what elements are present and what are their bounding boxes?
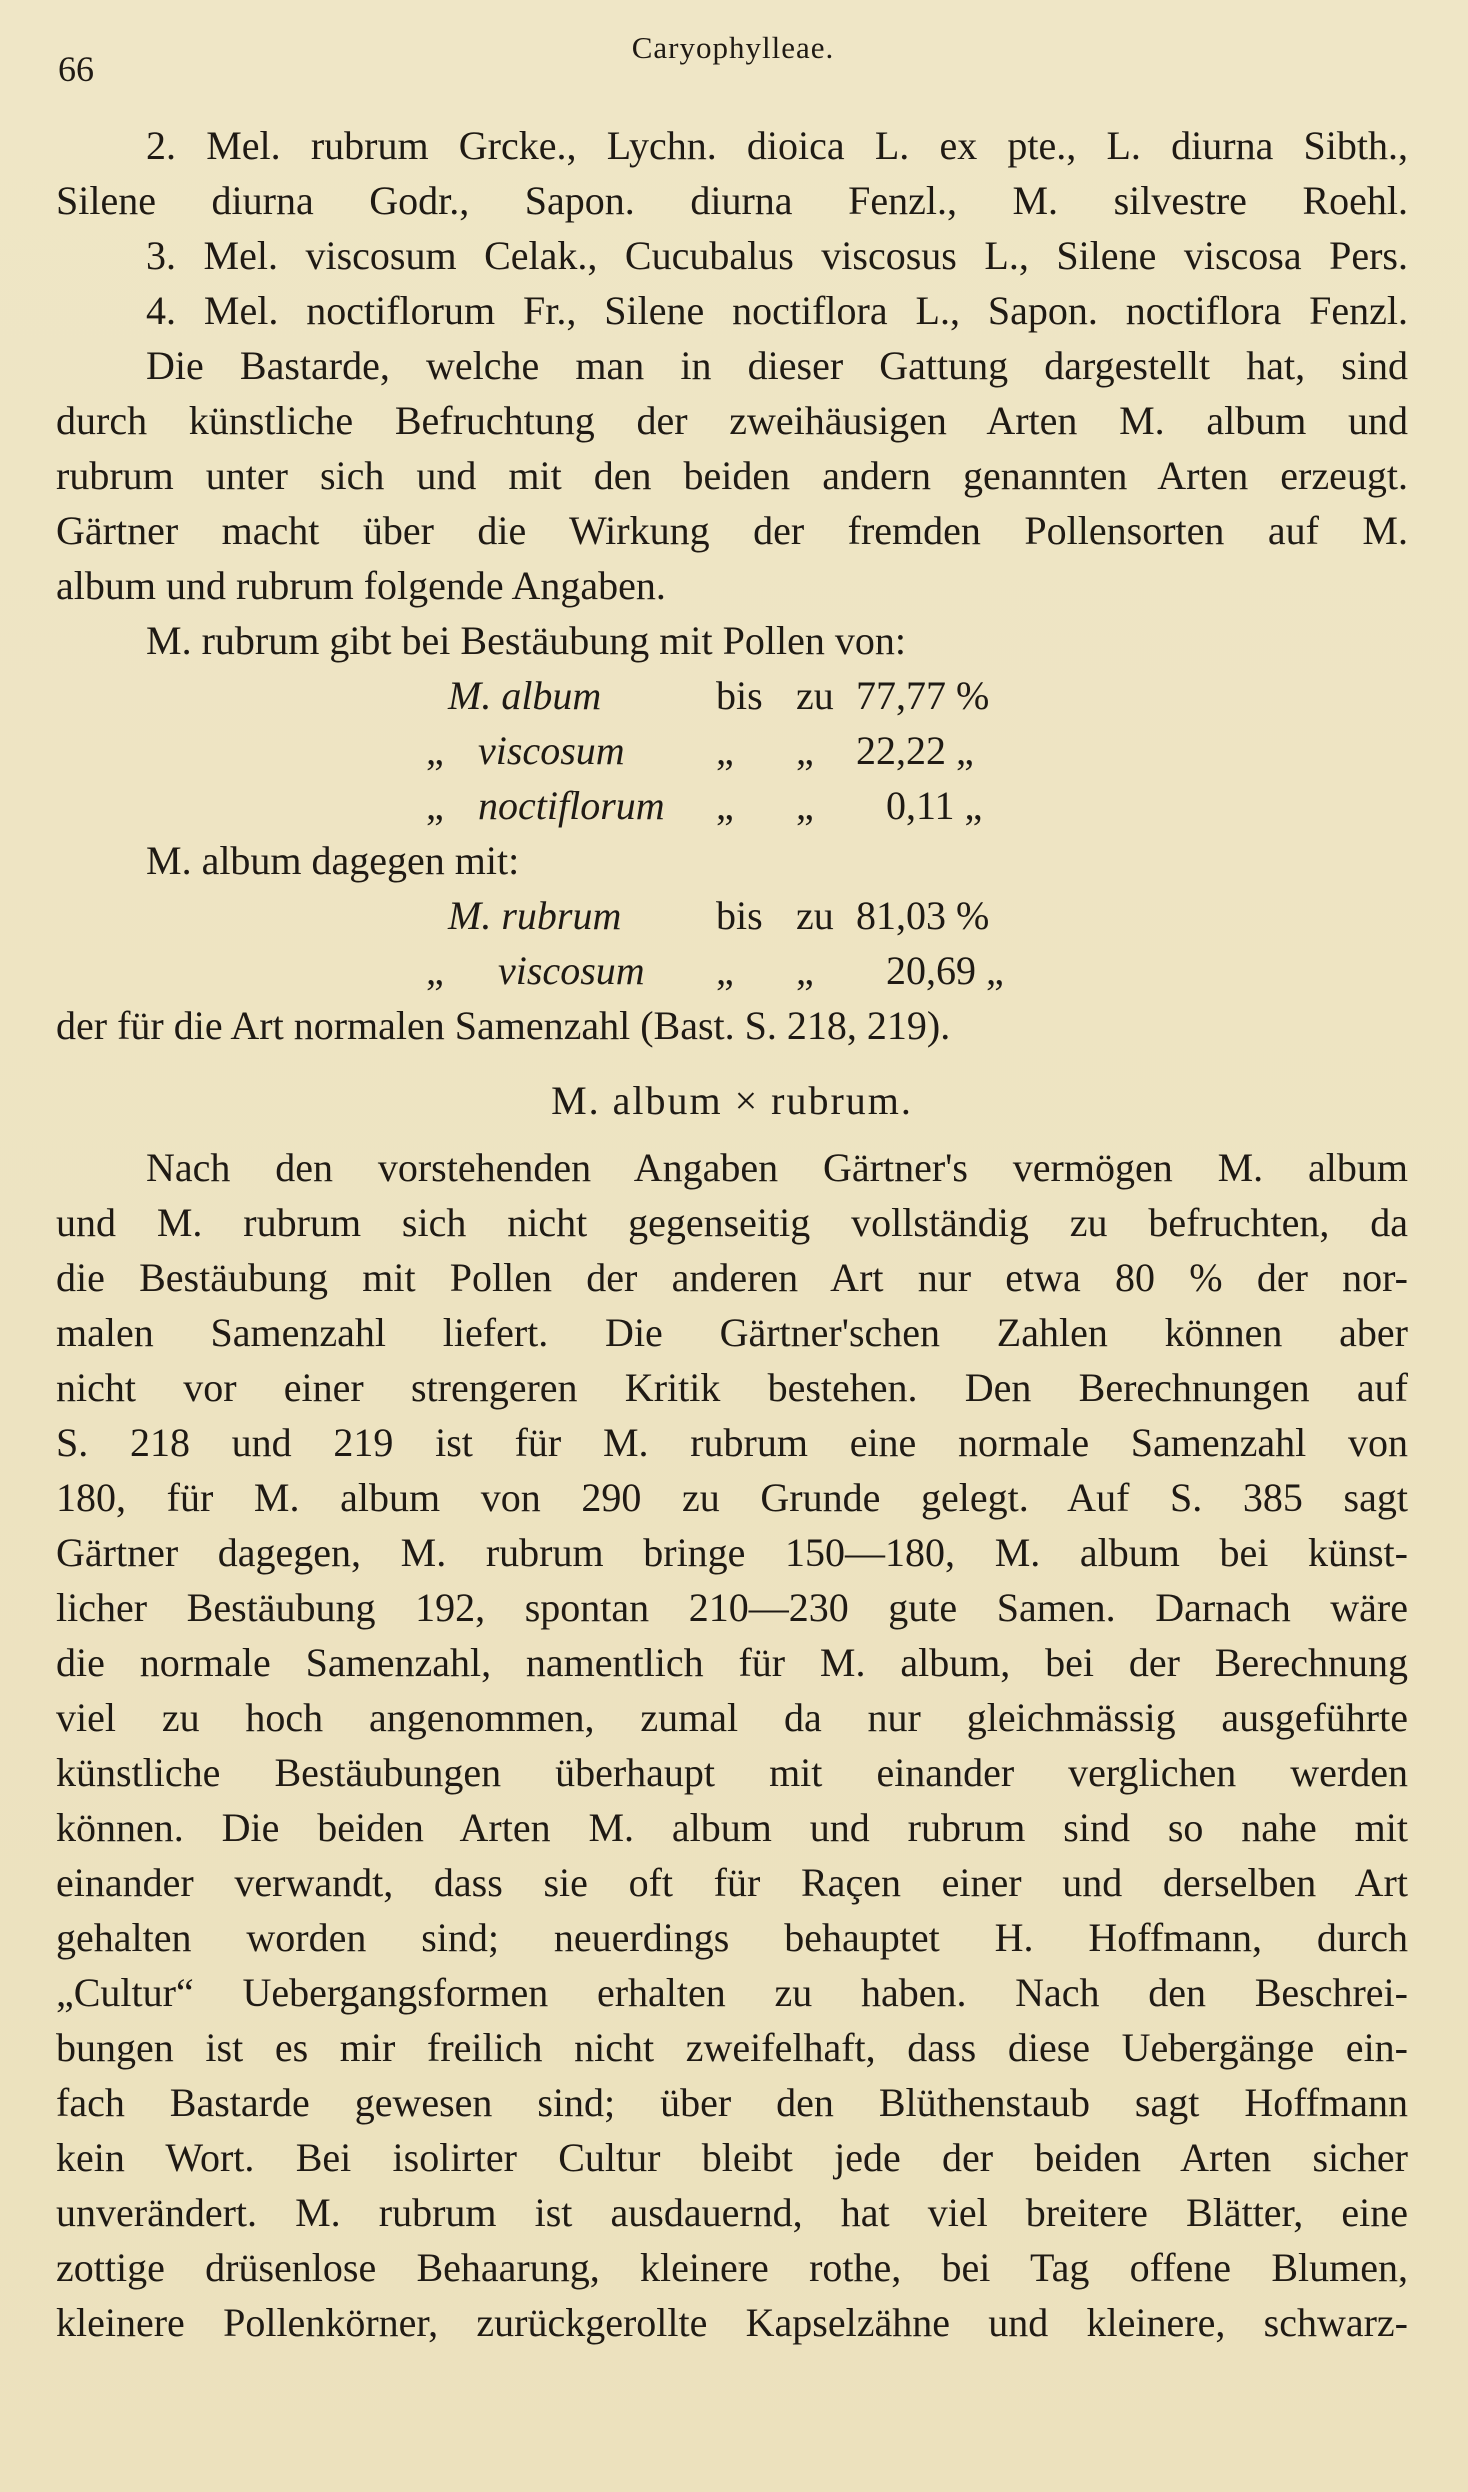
paragraph-line: bungen ist es mir freilich nicht zweifelhaft, dass diese Uebergänge ein- [56, 2025, 1408, 2070]
paragraph-line: fach Bastarde gewesen sind; über den Blüthenstaub sagt Hoffmann [56, 2080, 1408, 2125]
paragraph-line: und M. rubrum sich nicht gegenseitig vollständig zu befruchten, da [56, 1200, 1408, 1245]
paragraph-line: Gärtner macht über die Wirkung der fremden Pollensorten auf M. [56, 508, 1408, 553]
paragraph-line: Gärtner dagegen, M. rubrum bringe 150—180, M. album bei künst- [56, 1530, 1408, 1575]
paragraph-line: „Cultur“ Uebergangsformen erhalten zu haben. Nach den Beschrei- [56, 1970, 1408, 2015]
table1-row-ditto: „ [426, 728, 444, 773]
paragraph-line: die Bestäubung mit Pollen der anderen Art nur etwa 80 % der nor- [56, 1255, 1408, 1300]
paragraph-line: licher Bestäubung 192, spontan 210—230 gute Samen. Darnach wäre [56, 1585, 1408, 1630]
paragraph-line: können. Die beiden Arten M. album und rubrum sind so nahe mit [56, 1805, 1408, 1850]
table1-intro: M. rubrum gibt bei Bestäubung mit Pollen von: [146, 618, 906, 663]
synonym-line-2: 2. Mel. rubrum Grcke., Lychn. dioica L. ex pte., L. diurna Sibth., [146, 123, 1408, 168]
table2-row [56, 888, 1408, 943]
paragraph-line: malen Samenzahl liefert. Die Gärtner'schen Zahlen können aber [56, 1310, 1408, 1355]
table2-row-name: viscosum [498, 948, 645, 993]
paragraph-line: durch künstliche Befruchtung der zweihäusigen Arten M. album und [56, 398, 1408, 443]
paragraph-line: einander verwandt, dass sie oft für Raçen einer und derselben Art [56, 1860, 1408, 1905]
paragraph-line: kein Wort. Bei isolirter Cultur bleibt jede der beiden Arten sicher [56, 2135, 1408, 2180]
paragraph-line: gehalten worden sind; neuerdings behauptet H. Hoffmann, durch [56, 1915, 1408, 1960]
paragraph-line: Die Bastarde, welche man in dieser Gattung dargestellt hat, sind [146, 343, 1408, 388]
table2-row [56, 943, 1408, 998]
table1-row-value: 77,77 % [856, 673, 990, 718]
table2-row-ditto: „ [716, 948, 734, 993]
paragraph-line: nicht vor einer strengeren Kritik bestehen. Den Berechnungen auf [56, 1365, 1408, 1410]
table1-row [56, 723, 1408, 778]
page-header [58, 30, 1408, 90]
synonym-line-2-cont: Silene diurna Godr., Sapon. diurna Fenzl., M. silvestre Roehl. [56, 178, 1408, 223]
paragraph-line: viel zu hoch angenommen, zumal da nur gleichmässig ausgeführte [56, 1695, 1408, 1740]
page-body [56, 118, 1408, 2350]
table1-row-ditto: „ [716, 783, 734, 828]
paragraph-line: künstliche Bestäubungen überhaupt mit einander verglichen werden [56, 1750, 1408, 1795]
synonym-line-3: 3. Mel. viscosum Celak., Cucubalus viscosus L., Silene viscosa Pers. [146, 233, 1408, 278]
table1-row-value: 22,22 „ [856, 728, 974, 773]
running-title: Caryophylleae. [631, 30, 835, 65]
table1-row-zu: zu [796, 673, 834, 718]
table2-row-name: M. rubrum [448, 893, 622, 938]
table2-intro: M. album dagegen mit: [146, 838, 520, 883]
table2-row-value: 81,03 % [856, 893, 990, 938]
page-number: 66 [58, 49, 94, 89]
paragraph-line: zottige drüsenlose Behaarung, kleinere rothe, bei Tag offene Blumen, [56, 2245, 1408, 2290]
table2-outro: der für die Art normalen Samenzahl (Bast. S. 218, 219). [56, 1003, 951, 1048]
table1-row [56, 778, 1408, 833]
paragraph-line: S. 218 und 219 ist für M. rubrum eine normale Samenzahl von [56, 1420, 1408, 1465]
paragraph-line: Nach den vorstehenden Angaben Gärtner's vermögen M. album [146, 1145, 1408, 1190]
table1-row-value: 0,11 „ [886, 783, 983, 828]
table1-row-ditto: „ [796, 783, 814, 828]
table2-row-ditto: „ [796, 948, 814, 993]
table1-row-ditto: „ [716, 728, 734, 773]
table1-row-name: noctiflorum [478, 783, 665, 828]
table1-row [56, 668, 1408, 723]
paragraph-line: album und rubrum folgende Angaben. [56, 563, 666, 608]
paragraph-line: 180, für M. album von 290 zu Grunde gelegt. Auf S. 385 sagt [56, 1475, 1408, 1520]
table1-row-ditto: „ [426, 783, 444, 828]
paragraph-line: kleinere Pollenkörner, zurückgerollte Kapselzähne und kleinere, schwarz- [56, 2300, 1408, 2345]
synonym-line-4: 4. Mel. noctiflorum Fr., Silene noctiflora L., Sapon. noctiflora Fenzl. [146, 288, 1408, 333]
section-heading: M. album × rubrum. [551, 1078, 913, 1123]
table1-row-ditto: „ [796, 728, 814, 773]
table2-row-zu: zu [796, 893, 834, 938]
paragraph-line: unverändert. M. rubrum ist ausdauernd, hat viel breitere Blätter, eine [56, 2190, 1408, 2235]
table1-row-bis: bis [716, 673, 763, 718]
table1-row-name: M. album [448, 673, 602, 718]
table1-row-name: viscosum [478, 728, 625, 773]
table2-row-ditto: „ [426, 948, 444, 993]
paragraph-line: rubrum unter sich und mit den beiden andern genannten Arten erzeugt. [56, 453, 1408, 498]
paragraph-line: die normale Samenzahl, namentlich für M. album, bei der Berechnung [56, 1640, 1408, 1685]
table2-row-value: 20,69 „ [886, 948, 1004, 993]
table2-row-bis: bis [716, 893, 763, 938]
